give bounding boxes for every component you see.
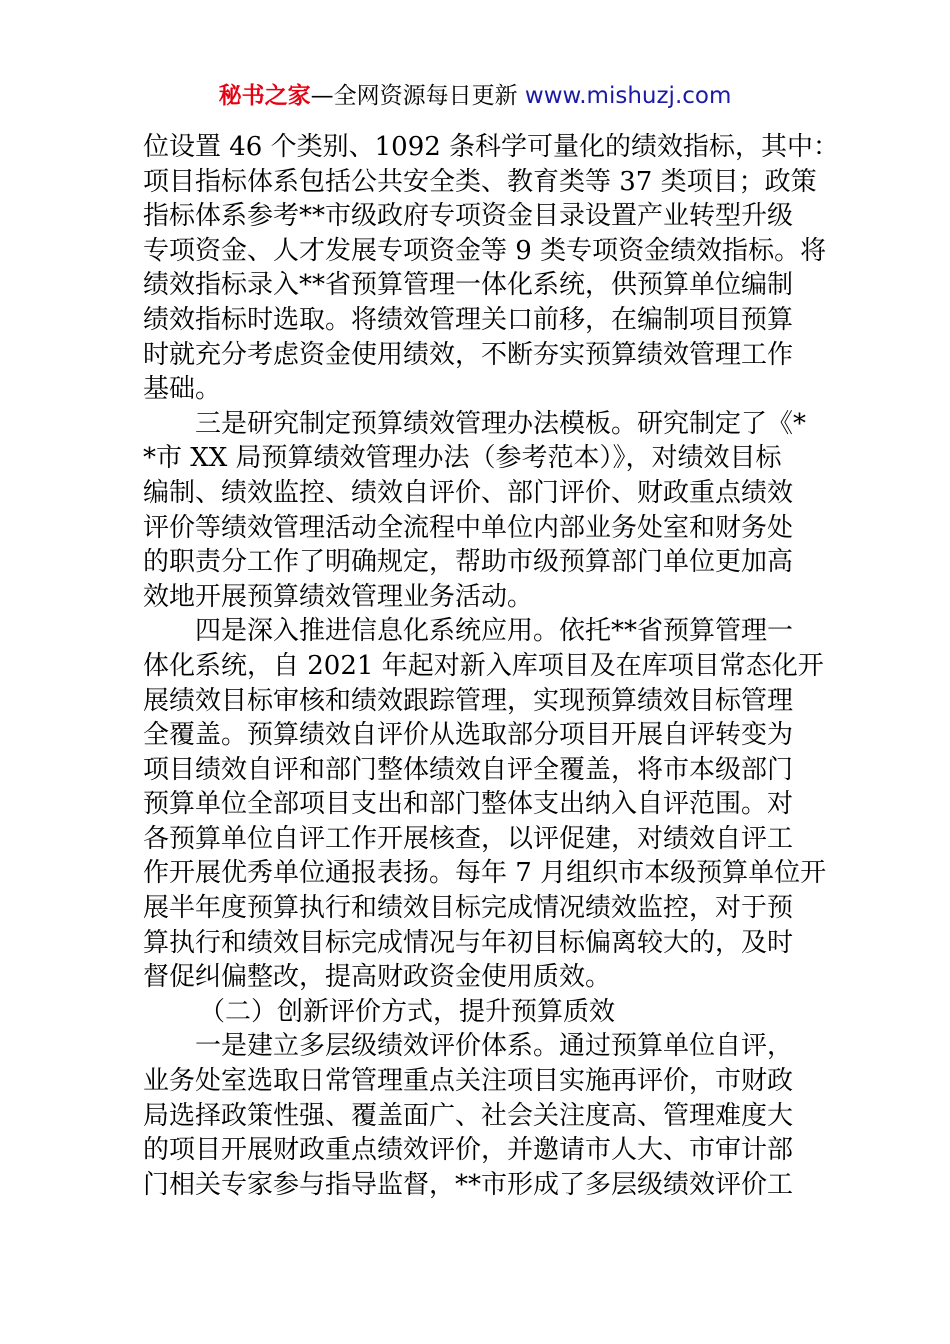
text-line: 各预算单位自评工作开展核查，以评促建，对绩效自评工: [143, 823, 794, 854]
text-line: 展半年度预算执行和绩效目标完成情况绩效监控，对于预: [143, 893, 794, 924]
text-line: 局选择政策性强、覆盖面广、社会关注度高、管理难度大: [143, 1100, 794, 1131]
text-line: 评价等绩效管理活动全流程中单位内部业务处室和财务处: [143, 512, 794, 543]
text-line: 专项资金、人才发展专项资金等 9 类专项资金绩效指标。将: [143, 235, 827, 266]
text-line: 绩效指标时选取。将绩效管理关口前移，在编制项目预算: [143, 304, 794, 335]
text-line: 时就充分考虑资金使用绩效，不断夯实预算绩效管理工作: [143, 339, 794, 370]
paragraph-first-line: （二）创新评价方式，提升预算质效: [199, 996, 616, 1027]
text-line: 门相关专家参与指导监督，**市形成了多层级绩效评价工: [143, 1169, 794, 1200]
text-line: 指标体系参考**市级政府专项资金目录设置产业转型升级: [143, 201, 794, 232]
text-line: 项目绩效自评和部门整体绩效自评全覆盖，将市本级部门: [143, 754, 794, 785]
text-line: 基础。: [143, 374, 222, 405]
site-tagline: —全网资源每日更新: [310, 83, 525, 109]
paragraph-first-line: 三是研究制定预算绩效管理办法模板。研究制定了《*: [195, 408, 807, 439]
paragraph-first-line: 一是建立多层级绩效评价体系。通过预算单位自评，: [195, 1031, 794, 1062]
site-url-link[interactable]: www.mishuzj.com: [524, 83, 732, 109]
text-line: 展绩效目标审核和绩效跟踪管理，实现预算绩效目标管理: [143, 685, 794, 716]
text-line: 作开展优秀单位通报表扬。每年 7 月组织市本级预算单位开: [143, 858, 827, 889]
text-line: 体化系统，自 2021 年起对新入库项目及在库项目常态化开: [143, 650, 824, 681]
text-line: 绩效指标录入**省预算管理一体化系统，供预算单位编制: [143, 270, 794, 301]
text-line: 的项目开展财政重点绩效评价，并邀请市人大、市审计部: [143, 1135, 794, 1166]
text-line: 的职责分工作了明确规定，帮助市级预算部门单位更加高: [143, 547, 794, 578]
text-line: 全覆盖。预算绩效自评价从选取部分项目开展自评转变为: [143, 720, 794, 751]
text-line: 项目指标体系包括公共安全类、教育类等 37 类项目；政策: [143, 166, 817, 197]
text-line: 算执行和绩效目标完成情况与年初目标偏离较大的，及时: [143, 927, 794, 958]
text-line: 位设置 46 个类别、1092 条科学可量化的绩效指标，其中：: [143, 132, 840, 162]
text-line: 效地开展预算绩效管理业务活动。: [143, 581, 534, 612]
paragraph-first-line: 四是深入推进信息化系统应用。依托**省预算管理一: [195, 616, 794, 647]
text-line: 编制、绩效监控、绩效自评价、部门评价、财政重点绩效: [143, 477, 794, 508]
text-line: 督促纠偏整改，提高财政资金使用质效。: [143, 962, 612, 993]
document-body: [143, 130, 840, 1202]
text-line: *市 XX 局预算绩效管理办法（参考范本）》，对绩效目标: [143, 443, 782, 474]
text-line: 业务处室选取日常管理重点关注项目实施再评价，市财政: [143, 1066, 794, 1097]
site-header: [0, 80, 950, 112]
text-line: 预算单位全部项目支出和部门整体支出纳入自评范围。对: [143, 789, 794, 820]
site-brand: 秘书之家: [218, 83, 311, 109]
